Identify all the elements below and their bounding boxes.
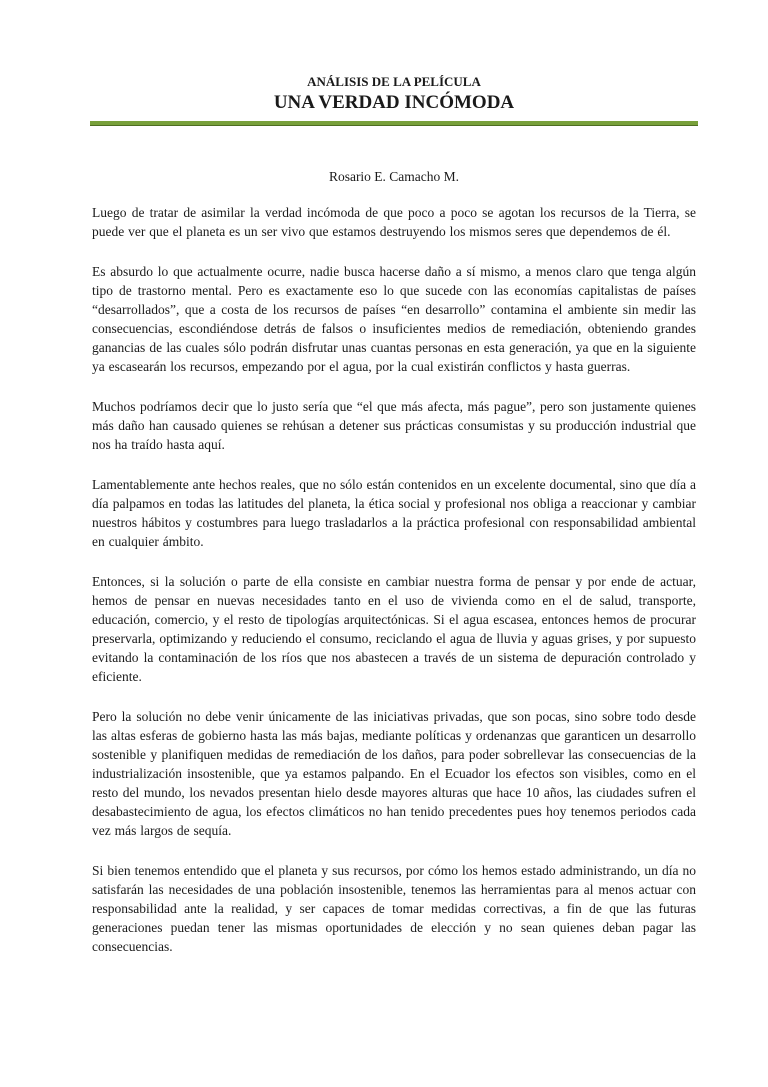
paragraph-2: Es absurdo lo que actualmente ocurre, nadie busca hacerse daño a sí mismo, a menos claro que tenga algún tipo de trastorno mental. Pero es exactamente eso lo que sucede con las economías capitalistas de países “desarrollados”, que a costa de los recursos de países “en desarrollo” contamina el ambiente sin medir las consecuencias, escondiéndose detrás de falsos o insuficientes medios de remediación, obteniendo grandes ganancias de las cuales sólo podrán disfrutar unas cuantas personas en esta generación, ya que en la siguiente ya escasearán los recursos, empezando por el agua, por la cual existirán conflictos y hasta guerras. xyxy=(92,264,696,374)
title-underline-rule xyxy=(90,121,698,126)
paragraph-6: Pero la solución no debe venir únicamente de las iniciativas privadas, que son pocas, sino sobre todo desde las altas esferas de gobierno hasta las más bajas, mediante políticas y ordenanzas que garanticen un desarrollo sostenible y planifiquen medidas de remediación de los daños, para poder sobrellevar las consecuencias de la industrialización insostenible, que ya estamos palpando. En el Ecuador los efectos son visibles, como en el resto del mundo, los nevados presentan hielo desde mayores alturas que hace 10 años, las ciudades sufren el desabastecimiento de agua, los efectos climáticos no han tenido precedentes pues hoy tenemos periodos cada vez más largos de sequía. xyxy=(92,709,696,838)
paragraph-5: Entonces, si la solución o parte de ella consiste en cambiar nuestra forma de pensar y por ende de actuar, hemos de pensar en nuevas necesidades tanto en el uso de vivienda como en el de salud, transporte, educación, comercio, y el resto de tipologías arquitectónicas. Si el agua escasea, entonces hemos de procurar preservarla, optimizando y reduciendo el consumo, reciclando el agua de lluvia y aguas grises, y por supuesto evitando la contaminación de los ríos que nos abastecen a través de un sistema de depuración controlado y eficiente. xyxy=(92,574,696,684)
paragraph-3: Muchos podríamos decir que lo justo sería que “el que más afecta, más pague”, pero son justamente quienes más daño han causado quienes se rehúsan a detener sus prácticas consumistas y su producción industrial que nos ha traído hasta aquí. xyxy=(92,399,696,452)
document-page xyxy=(92,74,696,977)
paragraph-7: Si bien tenemos entendido que el planeta y sus recursos, por cómo los hemos estado administrando, un día no satisfarán las necesidades de una población insostenible, tenemos las herramientas para al menos actuar con responsabilidad ante la realidad, y ser capaces de tomar medidas correctivas, a fin de que las futuras generaciones puedan tener las mismas oportunidades de elección y no sean quienes deban pagar las consecuencias. xyxy=(92,863,696,954)
document-kicker: ANÁLISIS DE LA PELÍCULA xyxy=(307,74,481,89)
document-author: Rosario E. Camacho M. xyxy=(328,169,460,184)
paragraph-4: Lamentablemente ante hechos reales, que no sólo están contenidos en un excelente documental, sino que día a día palpamos en todas las latitudes del planeta, la ética social y profesional nos obliga a reaccionar y cambiar nuestros hábitos y costumbres para luego trasladarlos a la práctica profesional con responsabilidad ambiental en cualquier ámbito. xyxy=(92,477,696,549)
paragraph-1: Luego de tratar de asimilar la verdad incómoda de que poco a poco se agotan los recursos de la Tierra, se puede ver que el planeta es un ser vivo que estamos destruyendo los mismos seres que dependemos de él. xyxy=(92,205,696,239)
document-title: UNA VERDAD INCÓMODA xyxy=(273,92,515,113)
document-body xyxy=(92,203,696,956)
